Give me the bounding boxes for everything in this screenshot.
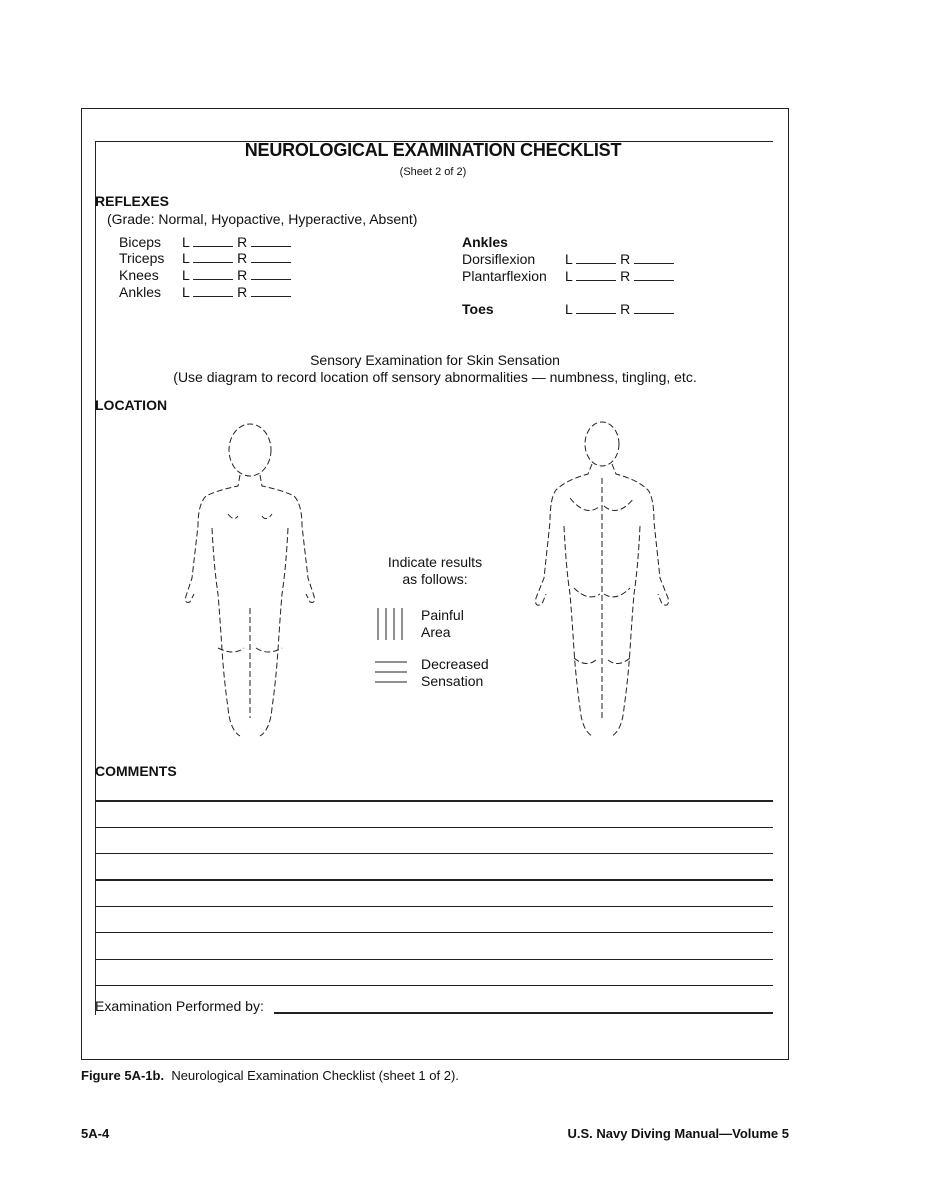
performed-by-label: Examination Performed by: — [95, 998, 264, 1014]
right-marker: R — [620, 268, 631, 284]
right-marker: R — [237, 234, 248, 250]
reflex-ankles-field[interactable] — [182, 284, 291, 300]
caption-text: Neurological Examination Checklist (sheet 1 of 2). — [171, 1068, 459, 1083]
legend-title-line-2: as follows: — [402, 571, 468, 587]
reflex-label-triceps: Triceps — [119, 250, 165, 266]
comment-line[interactable] — [95, 985, 773, 986]
toes-field[interactable] — [565, 301, 674, 317]
page-number: 5A-4 — [81, 1126, 110, 1141]
dorsiflexion-field[interactable] — [565, 251, 674, 267]
manual-title: U.S. Navy Diving Manual—Volume 5 — [567, 1126, 789, 1141]
reflex-label-knees: Knees — [119, 267, 159, 283]
right-marker: R — [237, 284, 248, 300]
comment-line[interactable] — [95, 879, 773, 881]
form-title: NEUROLOGICAL EXAMINATION CHECKLIST — [244, 140, 622, 160]
decreased-sensation-symbol — [374, 658, 408, 688]
plantarflexion-label: Plantarflexion — [462, 268, 547, 284]
legend-title-line-1: Indicate results — [387, 554, 483, 570]
comment-line[interactable] — [95, 932, 773, 933]
form-subtitle: (Sheet 2 of 2) — [399, 166, 467, 178]
sensory-heading: Sensory Examination for Skin Sensation — [310, 352, 560, 368]
legend-decreased-line-1: Decreased — [421, 656, 489, 672]
painful-area-symbol — [374, 606, 404, 642]
left-marker: L — [182, 234, 190, 250]
location-heading: LOCATION — [95, 397, 168, 413]
right-marker: R — [620, 251, 631, 267]
grade-note: (Grade: Normal, Hyopactive, Hyperactive, Absent) — [107, 211, 418, 227]
left-marker: L — [182, 250, 190, 266]
reflex-label-biceps: Biceps — [119, 234, 162, 250]
dorsiflexion-label: Dorsiflexion — [462, 251, 536, 267]
right-marker: R — [237, 250, 248, 266]
left-marker: L — [565, 268, 573, 284]
performed-by-field[interactable] — [274, 1012, 773, 1014]
ankles-heading: Ankles — [462, 234, 508, 250]
comments-heading: COMMENTS — [95, 763, 177, 779]
reflex-biceps-field[interactable] — [182, 234, 291, 250]
comment-line[interactable] — [95, 959, 773, 960]
figure-caption — [81, 1068, 459, 1083]
reflex-knees-field[interactable] — [182, 267, 291, 283]
caption-label: Figure 5A-1b. — [81, 1068, 165, 1083]
left-marker: L — [565, 251, 573, 267]
left-marker: L — [565, 301, 573, 317]
comment-line[interactable] — [95, 827, 773, 828]
right-marker: R — [237, 267, 248, 283]
left-marker: L — [182, 267, 190, 283]
reflex-triceps-field[interactable] — [182, 250, 291, 266]
plantarflexion-field[interactable] — [565, 268, 674, 284]
legend-painful-line-2: Area — [421, 624, 451, 640]
right-marker: R — [620, 301, 631, 317]
comment-line[interactable] — [95, 800, 773, 802]
comment-line[interactable] — [95, 906, 773, 907]
legend-painful-line-1: Painful — [421, 607, 464, 623]
comment-line[interactable] — [95, 853, 773, 854]
sensory-instruction: (Use diagram to record location off sensory abnormalities — numbness, tingling, etc. — [173, 369, 697, 385]
front-body-diagram[interactable] — [178, 418, 323, 740]
reflex-label-ankles: Ankles — [119, 284, 162, 300]
back-body-diagram[interactable] — [530, 418, 675, 740]
left-marker: L — [182, 284, 190, 300]
toes-label: Toes — [462, 301, 494, 317]
legend-decreased-line-2: Sensation — [421, 673, 484, 689]
reflexes-heading: REFLEXES — [95, 193, 169, 209]
